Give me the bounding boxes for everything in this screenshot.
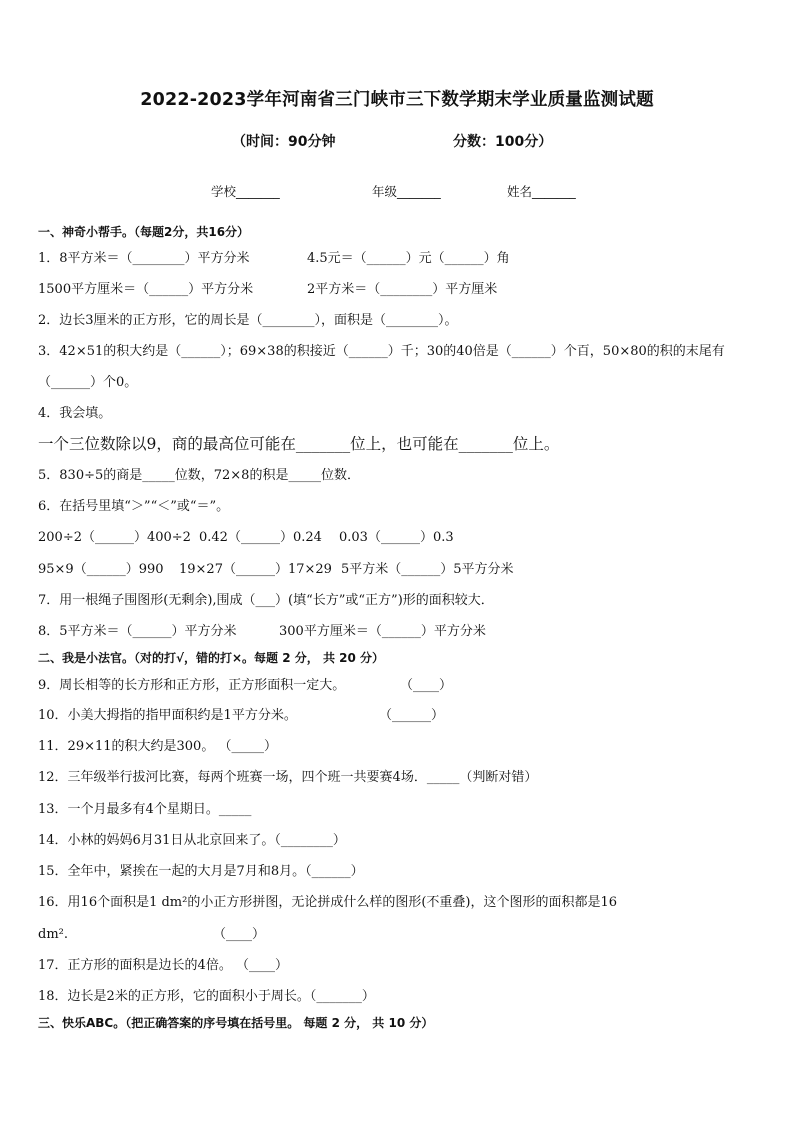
- question-15: 15．全年中，紧挨在一起的大月是7月和8月。（______）: [38, 864, 364, 879]
- grade-field: 年级_______: [372, 184, 441, 199]
- question-1d: 2平方米＝（________）平方厘米: [307, 282, 498, 297]
- question-6a: 200÷2（______）400÷2: [38, 530, 191, 545]
- question-3a: 3．42×51的积大约是（______）；69×38的积接近（______）千；30的40倍是（______）个百，50×80的积的末尾有: [38, 344, 725, 359]
- section-heading-2: 二、我是小法官。（对的打√，错的打×。每题 2 分， 共 20 分）: [38, 651, 384, 665]
- page-title: 2022-2023学年河南省三门峡市三下数学期末学业质量监测试题: [140, 90, 654, 110]
- question-14: 14．小林的妈妈6月31日从北京回来了。（________）: [38, 833, 346, 848]
- question-2: 2．边长3厘米的正方形，它的周长是（________），面积是（________）。: [38, 313, 458, 328]
- question-1b: 4.5元＝（______）元（______）角: [307, 251, 510, 266]
- question-11: 11．29×11的积大约是300。 （_____）: [38, 739, 277, 754]
- question-4a: 4．我会填。: [38, 406, 112, 421]
- question-4b: 一个三位数除以9，商的最高位可能在_______位上，也可能在_______位上。: [38, 435, 560, 453]
- question-9: 9．周长相等的长方形和正方形，正方形面积一定大。: [38, 678, 346, 693]
- question-6f: 5平方米（______）5平方分米: [341, 562, 514, 577]
- question-5: 5．830÷5的商是_____位数，72×8的积是_____位数．: [38, 468, 360, 483]
- question-8a: 8．5平方米＝（______）平方分米: [38, 624, 237, 639]
- question-13: 13．一个月最多有4个星期日。_____: [38, 802, 252, 817]
- question-1a: 1．8平方米＝（________）平方分米: [38, 251, 250, 266]
- question-1c: 1500平方厘米＝（______）平方分米: [38, 282, 254, 297]
- exam-time: （时间：90分钟: [232, 134, 336, 150]
- question-17: 17．正方形的面积是边长的4倍。 （____）: [38, 958, 288, 973]
- question-10: 10．小美大拇指的指甲面积约是1平方分米。: [38, 708, 297, 723]
- question-18: 18．边长是2米的正方形，它的面积小于周长。（_______）: [38, 989, 375, 1004]
- question-6d: 95×9（______）990: [38, 562, 164, 577]
- exam-score: 分数：100分）: [453, 134, 553, 150]
- question-6c: 0.03（______）0.3: [339, 530, 454, 545]
- school-field: 学校_______: [211, 184, 280, 199]
- question-12: 12．三年级举行拔河比赛，每两个班赛一场，四个班一共要赛4场．_____（判断对错）: [38, 770, 538, 785]
- question-7: 7．用一根绳子围图形(无剩余),围成（___）(填“长方”或“正方”)形的面积较大．: [38, 593, 494, 608]
- section-heading-1: 一、神奇小帮手。（每题2分，共16分）: [38, 225, 250, 239]
- question-16a: 16．用16个面积是1 dm²的小正方形拼图，无论拼成什么样的图形(不重叠)，这个图形的面积都是16: [38, 895, 618, 910]
- question-3b: （______）个0。: [38, 375, 138, 390]
- name-field: 姓名_______: [507, 184, 576, 199]
- question-10-answer: （______）: [379, 708, 445, 723]
- question-16b: dm².: [38, 927, 68, 942]
- question-6: 6．在括号里填“＞”“＜”或“＝”。: [38, 499, 230, 514]
- question-6e: 19×27（______）17×29: [179, 562, 332, 577]
- section-heading-3: 三、快乐ABC。（把正确答案的序号填在括号里。 每题 2 分， 共 10 分）: [38, 1016, 434, 1030]
- question-8b: 300平方厘米＝（______）平方分米: [279, 624, 486, 639]
- question-9-answer: （____）: [400, 678, 453, 693]
- question-16-answer: （____）: [213, 927, 266, 942]
- question-6b: 0.42（______）0.24: [199, 530, 322, 545]
